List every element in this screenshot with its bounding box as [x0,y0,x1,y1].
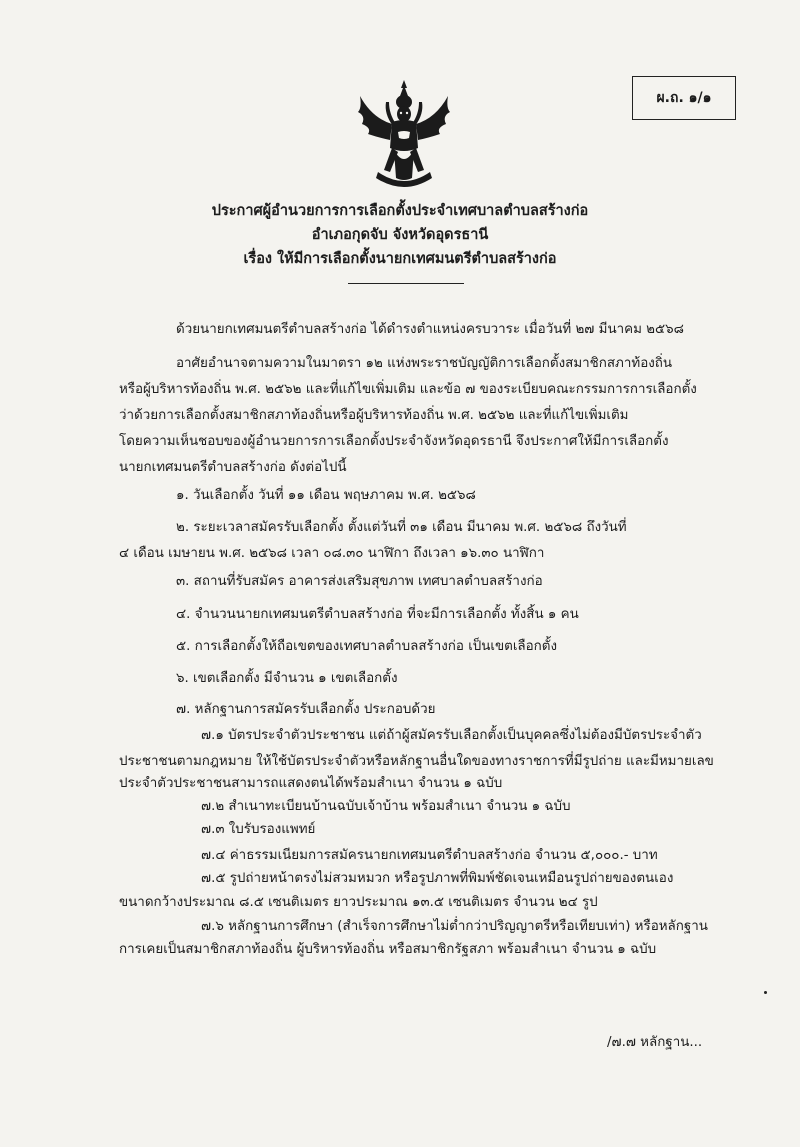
sub-item-7-3: ๗.๓ ใบรับรองแพทย์ [201,822,316,837]
intro-line: ด้วยนายกเทศมนตรีตำบลสร้างก่อ ได้ดำรงตำแหน่งครบวาระ เมื่อวันที่ ๒๗ มีนาคม ๒๕๖๘ [176,322,684,337]
page-mark [764,991,767,994]
sub-item-7-1-line: ๗.๑ บัตรประจำตัวประชาชน แต่ถ้าผู้สมัครรับเลือกตั้งเป็นบุคคลซึ่งไม่ต้องมีบัตรประจำตัว [201,728,702,743]
garuda-emblem-icon [352,78,456,196]
sub-item-7-6-line: การเคยเป็นสมาชิกสภาท้องถิ่น ผู้บริหารท้องถิ่น หรือสมาชิกรัฐสภา พร้อมสำเนา จำนวน ๑ ฉบับ [119,942,657,957]
item-2-line: ๒. ระยะเวลาสมัครรับเลือกตั้ง ตั้งแต่วันที่ ๓๑ เดือน มีนาคม พ.ศ. ๒๕๖๘ ถึงวันที่ [176,520,627,535]
item-3: ๓. สถานที่รับสมัคร อาคารส่งเสริมสุขภาพ เทศบาลตำบลสร้างก่อ [176,574,543,589]
sub-item-7-5-line: ขนาดกว้างประมาณ ๘.๕ เซนติเมตร ยาวประมาณ ๑๓.๕ เซนติเมตร จำนวน ๒๔ รูป [119,895,598,910]
continuation-note: /๗.๗ หลักฐาน... [607,1035,703,1050]
sub-item-7-1-line: ประจำตัวประชาชนสามารถแสดงตนได้พร้อมสำเนา จำนวน ๑ ฉบับ [119,776,503,791]
header-line-1: ประกาศผู้อำนวยการการเลือกตั้งประจำเทศบาลตำบลสร้างก่อ [211,203,589,219]
item-2-line: ๔ เดือน เมษายน พ.ศ. ๒๕๖๘ เวลา ๐๘.๓๐ นาฬิกา ถึงเวลา ๑๖.๓๐ นาฬิกา [119,546,545,561]
para1-line: หรือผู้บริหารท้องถิ่น พ.ศ. ๒๕๖๒ และที่แก้ไขเพิ่มเติม และข้อ ๗ ของระเบียบคณะกรรมการการเลือกตั้ง [119,382,697,397]
title-divider [348,283,464,284]
sub-item-7-1-line: ประชาชนตามกฎหมาย ให้ใช้บัตรประจำตัวหรือหลักฐานอื่นใดของทางราชการที่มีรูปถ่าย และมีหมายเลข [119,754,714,769]
sub-item-7-4: ๗.๔ ค่าธรรมเนียมการสมัครนายกเทศมนตรีตำบลสร้างก่อ จำนวน ๕,๐๐๐.- บาท [201,848,658,863]
header-line-2: อำเภอกุดจับ จังหวัดอุดรธานี [311,227,489,243]
sub-item-7-5-line: ๗.๕ รูปถ่ายหน้าตรงไม่สวมหมวก หรือรูปภาพที่พิมพ์ชัดเจนเหมือนรูปถ่ายของตนเอง [201,871,674,886]
item-6: ๖. เขตเลือกตั้ง มีจำนวน ๑ เขตเลือกตั้ง [176,671,398,686]
item-7: ๗. หลักฐานการสมัครรับเลือกตั้ง ประกอบด้วย [176,702,436,717]
para1-line: โดยความเห็นชอบของผู้อำนวยการการเลือกตั้งประจำจังหวัดอุดรธานี จึงประกาศให้มีการเลือกตั้ง [119,434,669,449]
para1-line: นายกเทศมนตรีตำบลสร้างก่อ ดังต่อไปนี้ [119,460,347,475]
para1-line: อาศัยอำนาจตามความในมาตรา ๑๒ แห่งพระราชบัญญัติการเลือกตั้งสมาชิกสภาท้องถิ่น [176,356,673,371]
sub-item-7-6-line: ๗.๖ หลักฐานการศึกษา (สำเร็จการศึกษาไม่ต่ำกว่าปริญญาตรีหรือเทียบเท่า) หรือหลักฐาน [201,919,708,934]
item-4: ๔. จำนวนนายกเทศมนตรีตำบลสร้างก่อ ที่จะมีการเลือกตั้ง ทั้งสิ้น ๑ คน [176,607,579,622]
item-5: ๕. การเลือกตั้งให้ถือเขตของเทศบาลตำบลสร้างก่อ เป็นเขตเลือกตั้ง [176,639,558,654]
sub-item-7-2: ๗.๒ สำเนาทะเบียนบ้านฉบับเจ้าบ้าน พร้อมสำเนา จำนวน ๑ ฉบับ [201,799,571,814]
form-code-box: ผ.ถ. ๑/๑ [632,76,736,120]
item-1: ๑. วันเลือกตั้ง วันที่ ๑๑ เดือน พฤษภาคม พ.ศ. ๒๕๖๘ [176,488,476,503]
header-subject: เรื่อง ให้มีการเลือกตั้งนายกเทศมนตรีตำบลสร้างก่อ [243,251,557,267]
para1-line: ว่าด้วยการเลือกตั้งสมาชิกสภาท้องถิ่นหรือผู้บริหารท้องถิ่น พ.ศ. ๒๕๖๒ และที่แก้ไขเพิ่มเติม [119,408,629,423]
